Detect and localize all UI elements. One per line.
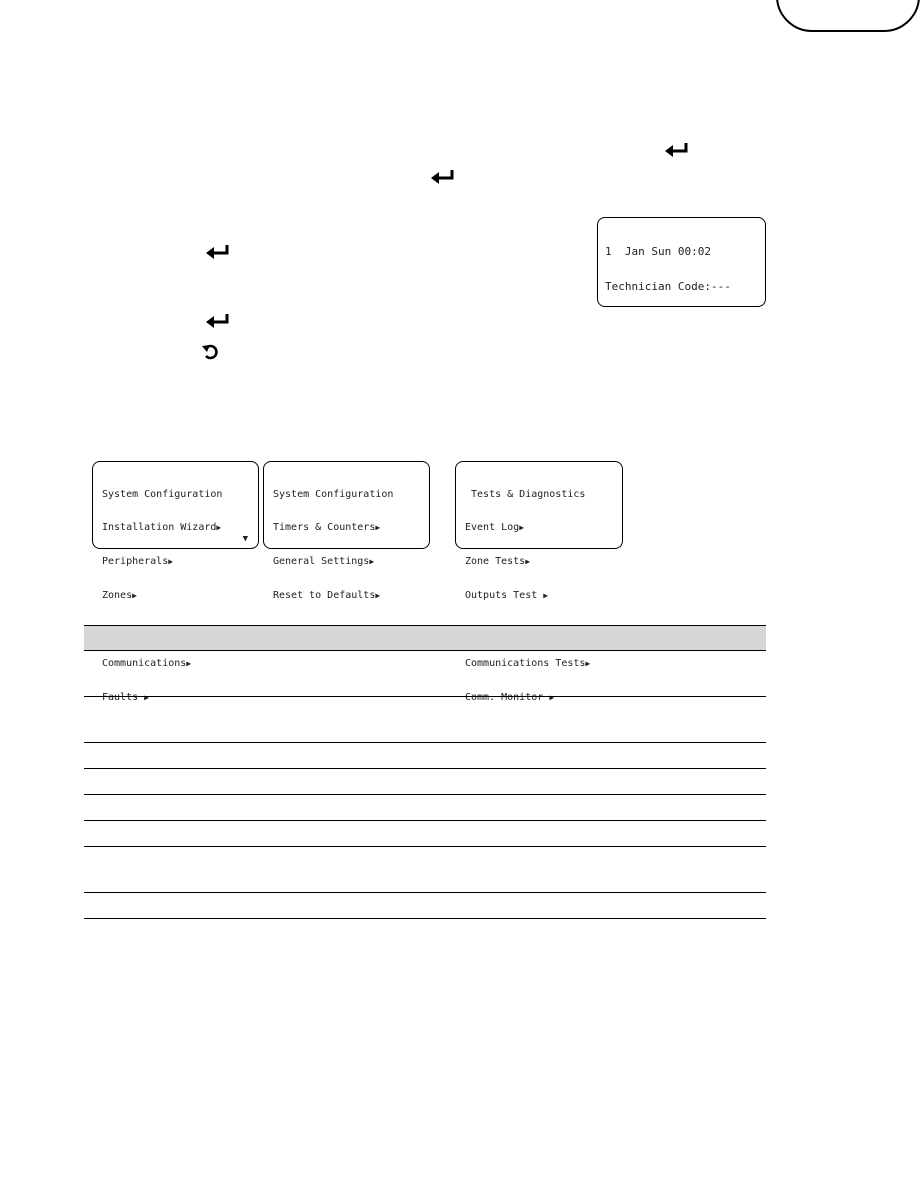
menu-item-installation-wizard[interactable]: Installation Wizard▶ [102, 522, 222, 534]
table-header-row [84, 626, 766, 651]
menu-title: Tests & Diagnostics [465, 488, 586, 500]
reference-table [84, 625, 766, 919]
menu-item-faults[interactable]: Faults ▶ [102, 691, 149, 703]
table-row [84, 697, 766, 743]
system-configuration-screen-2 [263, 461, 430, 602]
right-arrow-icon: ▶ [549, 692, 555, 702]
right-arrow-icon: ▶ [369, 557, 375, 567]
scroll-down-icon[interactable]: ▼ [242, 533, 248, 544]
menu-title: System Configuration [102, 488, 223, 500]
right-arrow-icon: ▶ [216, 523, 222, 533]
right-arrow-icon: ▶ [519, 523, 525, 533]
table-row [84, 847, 766, 893]
enter-key-icon [205, 243, 231, 261]
menu-item-comm-monitor[interactable]: Comm. Monitor ▶ [465, 691, 555, 703]
enter-key-icon [430, 168, 456, 186]
table-row [84, 769, 766, 795]
menu-title: System Configuration [273, 488, 394, 500]
table-row [84, 795, 766, 821]
tests-diagnostics-screen [455, 461, 623, 703]
back-undo-icon [202, 342, 218, 360]
system-configuration-screen-1 [92, 461, 259, 703]
menu-item-communications-tests[interactable]: Communications Tests▶ [465, 658, 591, 670]
right-arrow-icon: ▶ [132, 591, 137, 601]
right-arrow-icon: ▶ [168, 557, 174, 567]
table-row [84, 743, 766, 769]
table-row [84, 651, 766, 697]
menu-item-outputs-test[interactable]: Outputs Test ▶ [465, 590, 549, 602]
enter-key-icon [664, 141, 690, 159]
table-row [84, 893, 766, 919]
table-row [84, 821, 766, 847]
menu-item-general-settings[interactable]: General Settings▶ [273, 556, 375, 568]
right-arrow-icon: ▶ [186, 659, 192, 669]
right-arrow-icon: ▶ [543, 591, 549, 601]
page-edge-mark [776, 0, 920, 32]
menu-item-timers-counters[interactable]: Timers & Counters▶ [273, 522, 381, 534]
menu-item-zones[interactable]: Zones▶ [102, 590, 137, 602]
right-arrow-icon: ▶ [585, 659, 591, 669]
display-date-line: 1 Jan Sun 00:02 [605, 245, 711, 258]
technician-code-display [597, 217, 766, 307]
right-arrow-icon: ▶ [144, 692, 149, 702]
enter-key-icon [205, 312, 231, 330]
right-arrow-icon: ▶ [375, 591, 381, 601]
menu-item-zone-tests[interactable]: Zone Tests▶ [465, 556, 531, 568]
display-code-line: Technician Code:--- [605, 280, 731, 294]
menu-item-peripherals[interactable]: Peripherals▶ [102, 556, 174, 568]
right-arrow-icon: ▶ [375, 523, 381, 533]
menu-item-reset-to-defaults[interactable]: Reset to Defaults▶ [273, 590, 381, 602]
menu-item-communications[interactable]: Communications▶ [102, 658, 192, 670]
right-arrow-icon: ▶ [525, 557, 531, 567]
menu-item-event-log[interactable]: Event Log▶ [465, 522, 525, 534]
